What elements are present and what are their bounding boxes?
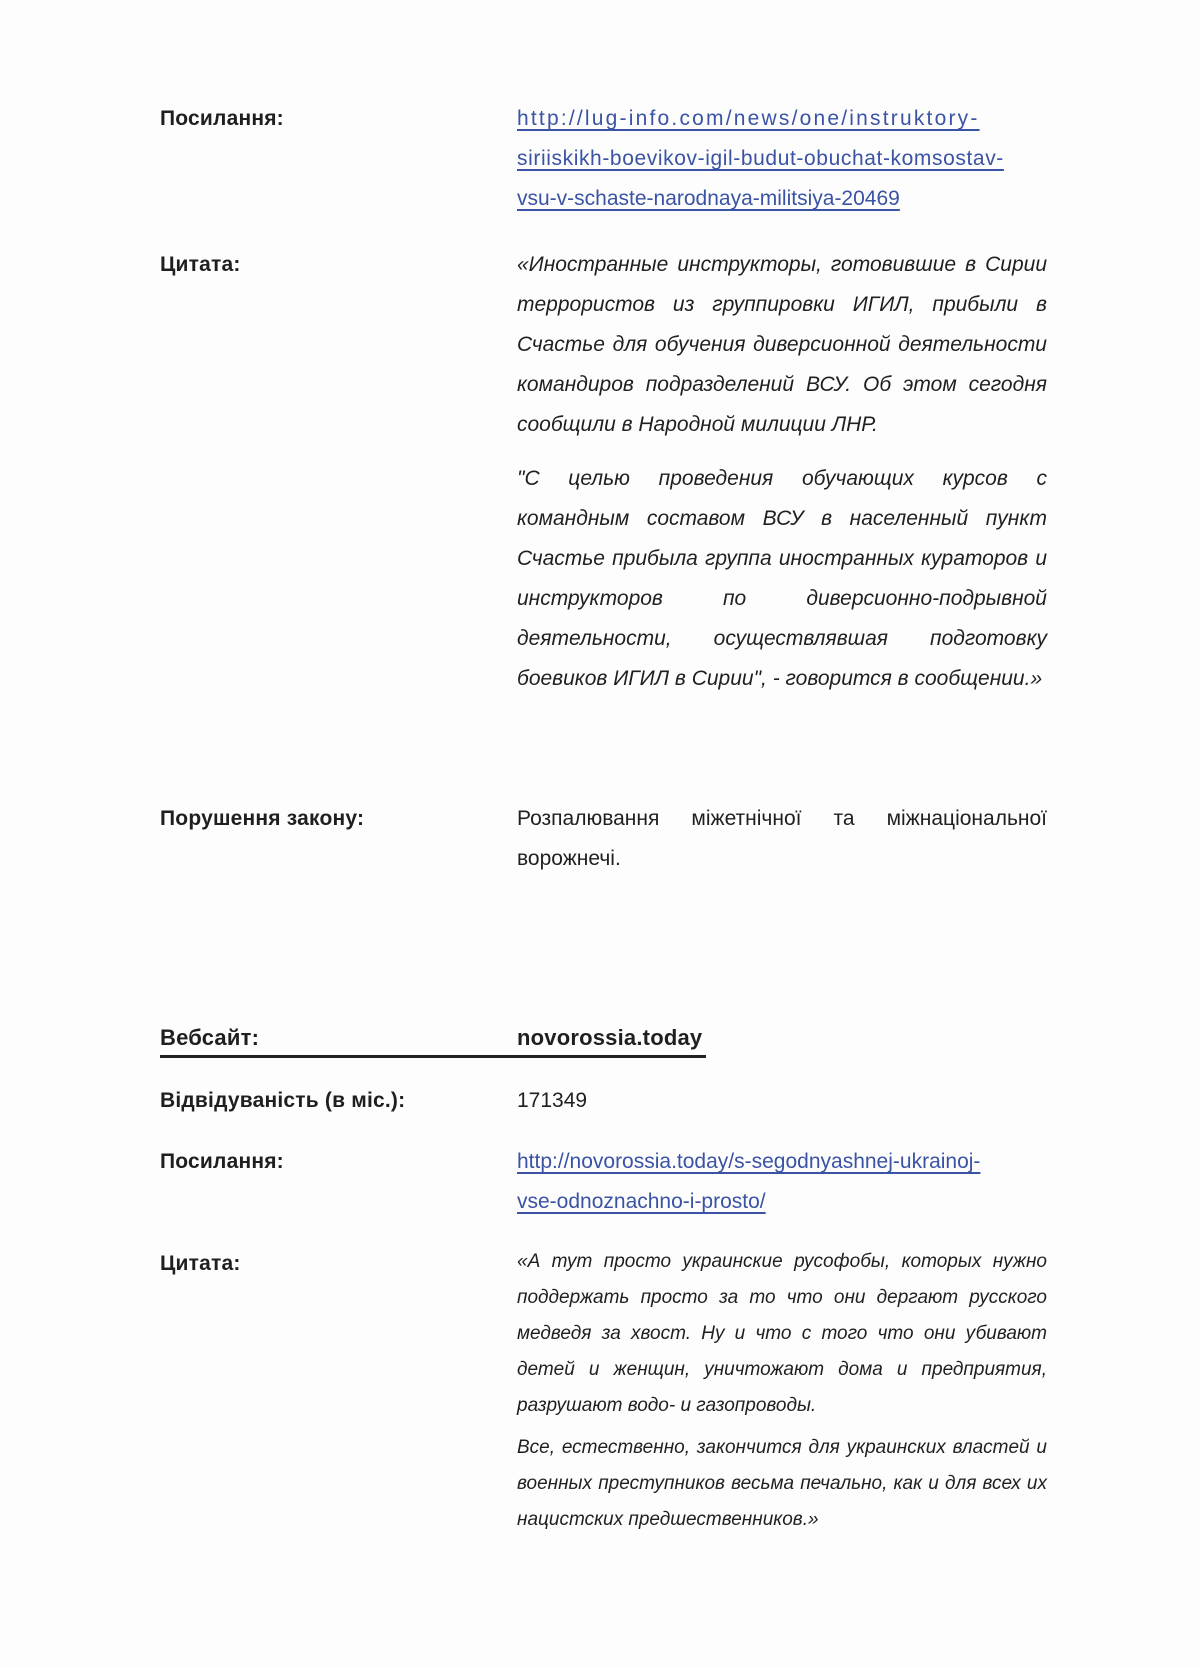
entry2-link xyxy=(517,1142,1047,1222)
entry2-website-row xyxy=(160,1024,1047,1058)
entry1-link-row xyxy=(160,99,1047,219)
entry1-violation-label: Порушення закону: xyxy=(160,807,365,830)
entry2-quote-paragraph-2: Все, естественно, закончится для украинских властей и военных преступников весьма печально, как и для всех их нацистских предшественников.» xyxy=(517,1437,1047,1530)
entry1-link-line-3[interactable]: vsu-v-schaste-narodnaya-militsiya-20469 xyxy=(517,187,900,210)
entry2-quote-paragraph-1: «А тут просто украинские русофобы, которых нужно поддержать просто за то что они дергают русского медведя за хвост. Ну и что с того что они убивают детей и женщин, уничтожают дома и предприятия, разрушают водо- и газопроводы. xyxy=(517,1251,1047,1416)
entry1-quote-paragraph-2: "С целью проведения обучающих курсов с командным составом ВСУ в населенный пункт Счастье прибыла группа иностранных кураторов и инструкторов по диверсионно-подрывной деятельности, осуществлявшая подготовку боевиков ИГИЛ в Сирии", - говорится в сообщении.» xyxy=(517,467,1047,690)
entry2-link-line-2[interactable]: vse-odnoznachno-i-prosto/ xyxy=(517,1190,766,1213)
entry2-website-value: novorossia.today xyxy=(517,1025,703,1050)
entry2-link-row xyxy=(160,1142,1047,1222)
entry2-quote-row xyxy=(160,1244,1047,1538)
entry2-visits-label: Відвідуваність (в міс.): xyxy=(160,1089,406,1112)
entry2-quote-label: Цитата: xyxy=(160,1252,241,1275)
entry1-link xyxy=(517,99,1047,219)
entry1-quote-label: Цитата: xyxy=(160,253,241,276)
entry1-link-line-1[interactable]: http://lug-info.com/news/one/instruktory- xyxy=(517,107,980,130)
entry1-quote-paragraph-1: «Иностранные инструкторы, готовившие в Сирии террористов из группировки ИГИЛ, прибыли в Счастье для обучения диверсионной деятельности командиров подразделений ВСУ. Об этом сегодня сообщили в Народной милиции ЛНР. xyxy=(517,253,1047,436)
entry1-link-line-2[interactable]: siriiskikh-boevikov-igil-budut-obuchat-komsostav- xyxy=(517,147,1004,170)
entry1-violation-text: Розпалювання міжетнічної та міжнаціональної ворожнечі. xyxy=(517,807,1047,870)
entry2-website-label: Вебсайт: xyxy=(160,1025,260,1050)
entry1-quote-row xyxy=(160,245,1047,699)
entry2-visits-value: 171349 xyxy=(517,1089,588,1112)
entry1-quote-text xyxy=(517,245,1047,699)
entry2-quote-text xyxy=(517,1244,1047,1538)
entry2-link-line-1[interactable]: http://novorossia.today/s-segodnyashnej-ukrainoj- xyxy=(517,1150,981,1173)
entry1-link-label: Посилання: xyxy=(160,107,284,130)
entry2-website-heading xyxy=(160,1024,706,1058)
entry1-violation-row xyxy=(160,799,1047,879)
entry2-visits-row xyxy=(160,1087,1047,1115)
entry2-link-label: Посилання: xyxy=(160,1150,284,1173)
